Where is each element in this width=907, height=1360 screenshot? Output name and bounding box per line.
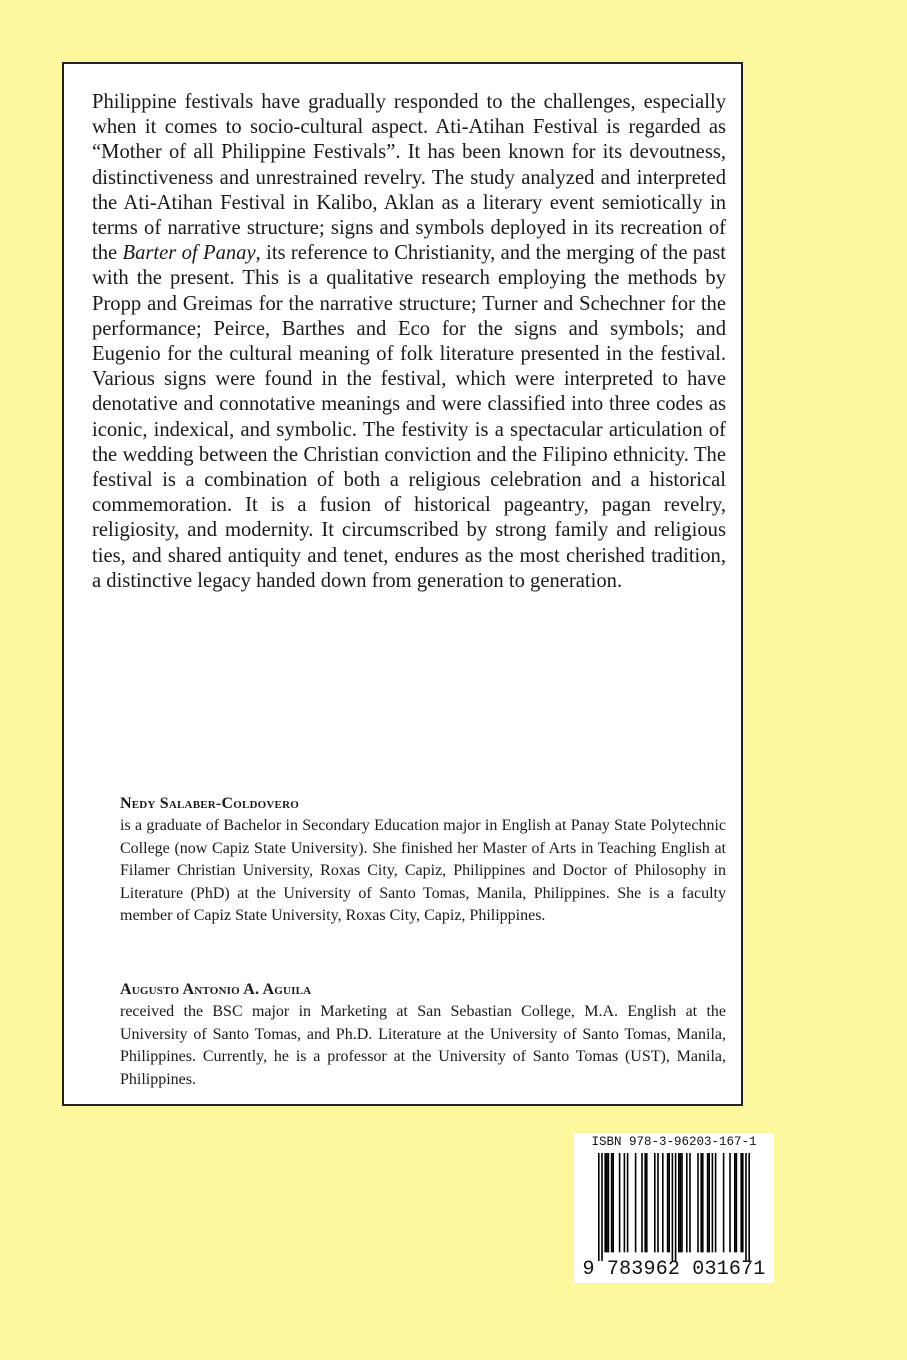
barcode-bar bbox=[601, 1153, 603, 1261]
author-bio-text-1: is a graduate of Bachelor in Secondary Education major in English at Panay State Polytechnic College (now Capiz State University). She finished her Master of Arts in Teaching English at Filamer Christian University, Roxas City, Capiz, Philippines and Doctor of Philosophy in Literature (PhD) at the University of Santo Tomas, Manila, Philippines. She is a faculty member of Capiz State University, Roxas City, Capiz, Philippines. bbox=[120, 817, 726, 925]
author-bio-2 bbox=[120, 979, 726, 1091]
barcode-bar bbox=[608, 1153, 610, 1252]
text-panel bbox=[62, 62, 743, 1106]
barcode-bar bbox=[619, 1153, 621, 1252]
barcode-bar bbox=[742, 1153, 744, 1252]
barcode-bar bbox=[641, 1153, 643, 1252]
barcode-bar bbox=[598, 1153, 600, 1261]
barcode-bar bbox=[700, 1153, 702, 1252]
barcode-bar bbox=[745, 1153, 747, 1261]
barcode-bar bbox=[708, 1153, 710, 1252]
ean-digits: 9 783962 031671 bbox=[582, 1258, 766, 1281]
barcode-bar bbox=[668, 1153, 670, 1252]
author-name-2: Augusto Antonio A. Aguila bbox=[120, 981, 312, 998]
barcode-bar bbox=[606, 1153, 608, 1252]
barcode-bar bbox=[624, 1153, 626, 1252]
barcode-bar bbox=[681, 1153, 683, 1252]
barcode-bar bbox=[712, 1153, 714, 1252]
abstract-italic-title: Barter of Panay bbox=[122, 242, 256, 265]
isbn-label: ISBN 978-3-96203-167-1 bbox=[591, 1135, 757, 1149]
barcode-bar bbox=[740, 1153, 742, 1252]
barcode-bar bbox=[729, 1153, 731, 1252]
barcode-bar bbox=[654, 1153, 656, 1252]
barcode-bar bbox=[657, 1153, 659, 1252]
barcode-bar bbox=[627, 1153, 629, 1252]
abstract-paragraph bbox=[92, 90, 726, 594]
barcode-bar bbox=[686, 1153, 688, 1252]
barcode-bar bbox=[635, 1153, 637, 1252]
barcode-bar bbox=[707, 1153, 709, 1252]
barcode-bar bbox=[604, 1153, 606, 1252]
barcode-bar bbox=[611, 1153, 613, 1252]
barcode-bar bbox=[736, 1153, 738, 1252]
barcode-bar bbox=[612, 1153, 614, 1252]
author-bio-1 bbox=[120, 793, 726, 928]
barcode-bar bbox=[667, 1153, 669, 1252]
barcode-bar bbox=[662, 1153, 664, 1252]
barcode-bar bbox=[680, 1153, 682, 1252]
author-name-1: Nedy Salaber-Coldovero bbox=[120, 795, 299, 812]
abstract-text-part1: Philippine festivals have gradually responded to the challenges, especially when it comes to socio-cultural aspect. Ati-Atihan Festival is regarded as “Mother of all Philippine Festivals”. It has been known for its devoutness, distinctiveness and unrestrained revelry. The study analyzed and interpreted the Ati-Atihan Festival in Kalibo, Aklan as a literary event semiotically in terms of narrative structure; signs and symbols deployed in its recreation of the bbox=[92, 91, 726, 265]
barcode-bar bbox=[723, 1153, 725, 1252]
author-bio-text-2: received the BSC major in Marketing at San Sebastian College, M.A. English at the University of Santo Tomas, and Ph.D. Literature at the University of Santo Tomas, Manila, Philippines. Currently, he is a professor at the University of Santo Tomas (UST), Manila, Philippines. bbox=[120, 1003, 726, 1088]
barcode-bar bbox=[644, 1153, 646, 1252]
barcode-bar bbox=[734, 1153, 736, 1252]
barcode-bar bbox=[702, 1153, 704, 1252]
isbn-barcode bbox=[574, 1133, 774, 1283]
barcode-bar bbox=[697, 1153, 699, 1252]
barcode-bar bbox=[646, 1153, 648, 1252]
barcode-bar bbox=[678, 1153, 680, 1252]
barcode-bar bbox=[675, 1153, 677, 1261]
abstract-text-part2: , its reference to Christianity, and the merging of the past with the present. This is a qualitative research employing the methods by Propp and Greimas for the narrative structure; Turner and Schechner for the performance; Peirce, Barthes and Eco for the signs and symbols; and Eugenio for the cultural meaning of folk literature presented in the festival. Various signs were found in the festival, which were interpreted to have denotative and connotative meanings and were classified into three codes as iconic, indexical, and symbolic. The festivity is a spectacular articulation of the wedding between the Christian conviction and the Filipino ethnicity. The festival is a combination of both a religious celebration and a historical commemoration. It is a fusion of historical pageantry, pagan revelry, religiosity, and modernity. It circumscribed by strong family and religious ties, and shared antiquity and tenet, endures as the most cherished tradition, a distinctive legacy handed down from generation to generation. bbox=[92, 242, 726, 592]
barcode-bar bbox=[672, 1153, 674, 1261]
barcode-bars bbox=[598, 1153, 750, 1261]
barcode-bar bbox=[715, 1153, 717, 1252]
barcode-bar bbox=[748, 1153, 750, 1261]
barcode-bar bbox=[689, 1153, 691, 1252]
